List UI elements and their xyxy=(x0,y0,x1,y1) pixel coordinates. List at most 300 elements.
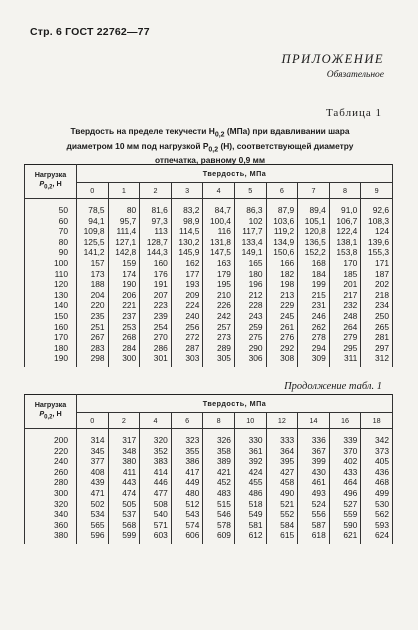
hardness-cell: 166 xyxy=(266,258,298,269)
hardness-cell: 568 xyxy=(108,520,140,531)
hardness-cell: 105,1 xyxy=(298,216,330,227)
table-row xyxy=(25,509,393,520)
hardness-cell: 355 xyxy=(171,446,203,457)
hardness-cell: 254 xyxy=(140,322,172,333)
hardness-cell: 81,6 xyxy=(140,199,172,216)
hardness-cell: 237 xyxy=(108,311,140,322)
hardness-cell: 145,9 xyxy=(171,247,203,258)
hardness-cell: 345 xyxy=(77,446,109,457)
hardness-cell: 414 xyxy=(140,467,172,478)
hardness-cell: 278 xyxy=(298,332,330,343)
hardness-cell: 486 xyxy=(234,488,266,499)
hardness-cell: 124 xyxy=(361,226,393,237)
hardness-cell: 402 xyxy=(329,456,361,467)
hardness-cell: 111,4 xyxy=(108,226,140,237)
hardness-cell: 84,7 xyxy=(203,199,235,216)
hardness-cell: 128,7 xyxy=(140,237,172,248)
hardness-cell: 273 xyxy=(203,332,235,343)
hardness-cell: 287 xyxy=(171,343,203,354)
hardness-cell: 297 xyxy=(361,343,393,354)
hardness-cell: 265 xyxy=(361,322,393,333)
hardness-cell: 556 xyxy=(298,509,330,520)
hardness-cell: 184 xyxy=(298,269,330,280)
hardness-cell: 134,9 xyxy=(266,237,298,248)
hardness-cell: 165 xyxy=(234,258,266,269)
hardness-cell: 217 xyxy=(329,290,361,301)
hardness-cell: 464 xyxy=(329,477,361,488)
hardness-cell: 477 xyxy=(140,488,172,499)
hardness-cell: 593 xyxy=(361,520,393,531)
hardness-cell: 149,1 xyxy=(234,247,266,258)
hardness-table-continued xyxy=(24,394,393,544)
hardness-cell: 370 xyxy=(329,446,361,457)
column-header: 6 xyxy=(171,413,203,429)
table-row xyxy=(25,477,393,488)
hardness-cell: 83,2 xyxy=(171,199,203,216)
hardness-cell: 92,6 xyxy=(361,199,393,216)
table-row xyxy=(25,446,393,457)
column-header: 0 xyxy=(77,413,109,429)
hardness-cell: 240 xyxy=(171,311,203,322)
hardness-cell: 518 xyxy=(234,499,266,510)
hardness-cell: 534 xyxy=(77,509,109,520)
column-header: 7 xyxy=(298,183,330,199)
hardness-cell: 298 xyxy=(77,353,109,367)
load-cell: 260 xyxy=(25,467,77,478)
hardness-cell: 312 xyxy=(361,353,393,367)
load-cell: 300 xyxy=(25,488,77,499)
column-header: 6 xyxy=(266,183,298,199)
hardness-cell: 170 xyxy=(329,258,361,269)
table-row xyxy=(25,488,393,499)
hardness-cell: 198 xyxy=(266,279,298,290)
hardness-cell: 89,4 xyxy=(298,199,330,216)
hardness-cell: 207 xyxy=(140,290,172,301)
hardness-cell: 226 xyxy=(203,300,235,311)
hardness-cell: 411 xyxy=(108,467,140,478)
hardness-cell: 199 xyxy=(298,279,330,290)
hardness-cell: 399 xyxy=(298,456,330,467)
hardness-cell: 188 xyxy=(77,279,109,290)
hardness-cell: 303 xyxy=(171,353,203,367)
hardness-cell: 326 xyxy=(203,429,235,446)
table-row xyxy=(25,216,393,227)
hardness-cell: 455 xyxy=(234,477,266,488)
hardness-cell: 587 xyxy=(298,520,330,531)
hardness-cell: 615 xyxy=(266,530,298,544)
load-cell: 140 xyxy=(25,300,77,311)
appendix-title: ПРИЛОЖЕНИЕ xyxy=(281,52,384,66)
hardness-cell: 540 xyxy=(140,509,172,520)
column-header: 9 xyxy=(361,183,393,199)
column-header: 0 xyxy=(77,183,109,199)
column-header: 18 xyxy=(361,413,393,429)
column-header: 3 xyxy=(171,183,203,199)
load-cell: 80 xyxy=(25,237,77,248)
hardness-cell: 508 xyxy=(140,499,172,510)
hardness-cell: 364 xyxy=(266,446,298,457)
hardness-cell: 268 xyxy=(108,332,140,343)
hardness-cell: 474 xyxy=(108,488,140,499)
hardness-cell: 305 xyxy=(203,353,235,367)
hardness-cell: 190 xyxy=(108,279,140,290)
hardness-cell: 342 xyxy=(361,429,393,446)
hardness-cell: 193 xyxy=(171,279,203,290)
hardness-cell: 527 xyxy=(329,499,361,510)
hardness-cell: 599 xyxy=(108,530,140,544)
hardness-cell: 323 xyxy=(171,429,203,446)
hardness-cell: 206 xyxy=(108,290,140,301)
column-header: 10 xyxy=(234,413,266,429)
hardness-cell: 571 xyxy=(140,520,172,531)
hardness-cell: 201 xyxy=(329,279,361,290)
hardness-cell: 386 xyxy=(171,456,203,467)
hardness-cell: 512 xyxy=(171,499,203,510)
hardness-cell: 449 xyxy=(171,477,203,488)
hardness-cell: 185 xyxy=(329,269,361,280)
load-cell: 150 xyxy=(25,311,77,322)
table-row xyxy=(25,530,393,544)
hardness-cell: 264 xyxy=(329,322,361,333)
hardness-cell: 229 xyxy=(266,300,298,311)
hardness-cell: 276 xyxy=(266,332,298,343)
hardness-cell: 272 xyxy=(171,332,203,343)
hardness-cell: 546 xyxy=(203,509,235,520)
hardness-cell: 224 xyxy=(171,300,203,311)
table-row xyxy=(25,520,393,531)
column-header: 2 xyxy=(108,413,140,429)
load-cell: 120 xyxy=(25,279,77,290)
hardness-cell: 609 xyxy=(203,530,235,544)
hardness-cell: 91,0 xyxy=(329,199,361,216)
column-header: 8 xyxy=(203,413,235,429)
column-header: 14 xyxy=(298,413,330,429)
hardness-cell: 499 xyxy=(361,488,393,499)
hardness-cell: 458 xyxy=(266,477,298,488)
hardness-cell: 552 xyxy=(266,509,298,520)
hardness-table xyxy=(24,164,393,367)
table-row xyxy=(25,199,393,216)
hardness-cell: 292 xyxy=(266,343,298,354)
hardness-cell: 98,9 xyxy=(171,216,203,227)
hardness-cell: 130,2 xyxy=(171,237,203,248)
column-header: 8 xyxy=(329,183,361,199)
table-row xyxy=(25,353,393,367)
hardness-cell: 300 xyxy=(108,353,140,367)
table-row xyxy=(25,499,393,510)
table-row xyxy=(25,311,393,322)
load-cell: 200 xyxy=(25,429,77,446)
hardness-cell: 245 xyxy=(266,311,298,322)
hardness-cell: 618 xyxy=(298,530,330,544)
hardness-cell: 231 xyxy=(298,300,330,311)
hardness-cell: 182 xyxy=(266,269,298,280)
load-cell: 100 xyxy=(25,258,77,269)
table-row xyxy=(25,269,393,280)
hardness-cell: 502 xyxy=(77,499,109,510)
hardness-cell: 221 xyxy=(108,300,140,311)
hardness-cell: 153,8 xyxy=(329,247,361,258)
hardness-cell: 578 xyxy=(203,520,235,531)
hardness-cell: 262 xyxy=(298,322,330,333)
hardness-cell: 480 xyxy=(171,488,203,499)
hardness-cell: 209 xyxy=(171,290,203,301)
hardness-cell: 496 xyxy=(329,488,361,499)
hardness-cell: 119,2 xyxy=(266,226,298,237)
hardness-cell: 309 xyxy=(298,353,330,367)
load-cell: 240 xyxy=(25,456,77,467)
hardness-cell: 78,5 xyxy=(77,199,109,216)
load-cell: 180 xyxy=(25,343,77,354)
hardness-cell: 256 xyxy=(171,322,203,333)
hardness-cell: 421 xyxy=(203,467,235,478)
page-header: Стр. 6 ГОСТ 22762—77 xyxy=(30,26,150,38)
hardness-cell: 436 xyxy=(361,467,393,478)
table-row xyxy=(25,226,393,237)
column-header: 16 xyxy=(329,413,361,429)
hardness-cell: 228 xyxy=(234,300,266,311)
hardness-cell: 160 xyxy=(140,258,172,269)
hardness-cell: 352 xyxy=(140,446,172,457)
hardness-cell: 102 xyxy=(234,216,266,227)
load-cell: 340 xyxy=(25,509,77,520)
load-cell: 60 xyxy=(25,216,77,227)
hardness-cell: 103,6 xyxy=(266,216,298,227)
hardness-cell: 339 xyxy=(329,429,361,446)
hardness-cell: 177 xyxy=(171,269,203,280)
hardness-cell: 301 xyxy=(140,353,172,367)
table-row xyxy=(25,279,393,290)
load-cell: 190 xyxy=(25,353,77,367)
table-label: Таблица 1 xyxy=(325,107,382,119)
hardness-cell: 259 xyxy=(234,322,266,333)
hardness-cell: 141,2 xyxy=(77,247,109,258)
hardness-cell: 559 xyxy=(329,509,361,520)
hardness-cell: 174 xyxy=(108,269,140,280)
continuation-label: Продолжение табл. 1 xyxy=(284,381,382,392)
hardness-cell: 246 xyxy=(298,311,330,322)
hardness-cell: 417 xyxy=(171,467,203,478)
hardness-cell: 100,4 xyxy=(203,216,235,227)
hardness-cell: 606 xyxy=(171,530,203,544)
hardness-cell: 377 xyxy=(77,456,109,467)
hardness-cell: 562 xyxy=(361,509,393,520)
hardness-cell: 317 xyxy=(108,429,140,446)
load-cell: 50 xyxy=(25,199,77,216)
hardness-cell: 270 xyxy=(140,332,172,343)
hardness-cell: 157 xyxy=(77,258,109,269)
hardness-cell: 150,6 xyxy=(266,247,298,258)
hardness-cell: 289 xyxy=(203,343,235,354)
hardness-cell: 311 xyxy=(329,353,361,367)
hardness-cell: 131,8 xyxy=(203,237,235,248)
hardness-cell: 191 xyxy=(140,279,172,290)
table-row xyxy=(25,322,393,333)
hardness-cell: 220 xyxy=(77,300,109,311)
hardness-cell: 373 xyxy=(361,446,393,457)
table-row xyxy=(25,247,393,258)
hardness-cell: 505 xyxy=(108,499,140,510)
hardness-cell: 223 xyxy=(140,300,172,311)
hardness-cell: 281 xyxy=(361,332,393,343)
hardness-cell: 621 xyxy=(329,530,361,544)
hardness-cell: 257 xyxy=(203,322,235,333)
hardness-cell: 405 xyxy=(361,456,393,467)
load-cell: 70 xyxy=(25,226,77,237)
hardness-cell: 471 xyxy=(77,488,109,499)
hardness-cell: 215 xyxy=(298,290,330,301)
hardness-cell: 443 xyxy=(108,477,140,488)
hardness-cell: 176 xyxy=(140,269,172,280)
hardness-cell: 106,7 xyxy=(329,216,361,227)
column-header: 2 xyxy=(140,183,172,199)
hardness-cell: 196 xyxy=(234,279,266,290)
table-row xyxy=(25,258,393,269)
hardness-cell: 348 xyxy=(108,446,140,457)
hardness-cell: 195 xyxy=(203,279,235,290)
hardness-cell: 253 xyxy=(108,322,140,333)
hardness-header: Твердость, МПа xyxy=(77,165,393,183)
hardness-cell: 308 xyxy=(266,353,298,367)
load-cell: 130 xyxy=(25,290,77,301)
hardness-cell: 147,5 xyxy=(203,247,235,258)
hardness-cell: 537 xyxy=(108,509,140,520)
hardness-cell: 202 xyxy=(361,279,393,290)
hardness-cell: 493 xyxy=(298,488,330,499)
hardness-cell: 97,3 xyxy=(140,216,172,227)
hardness-cell: 530 xyxy=(361,499,393,510)
hardness-cell: 389 xyxy=(203,456,235,467)
hardness-cell: 424 xyxy=(234,467,266,478)
hardness-cell: 113 xyxy=(140,226,172,237)
hardness-cell: 392 xyxy=(234,456,266,467)
hardness-cell: 94,1 xyxy=(77,216,109,227)
hardness-cell: 242 xyxy=(203,311,235,322)
hardness-cell: 430 xyxy=(298,467,330,478)
hardness-cell: 95,7 xyxy=(108,216,140,227)
hardness-cell: 367 xyxy=(298,446,330,457)
hardness-cell: 117,7 xyxy=(234,226,266,237)
hardness-cell: 590 xyxy=(329,520,361,531)
hardness-cell: 290 xyxy=(234,343,266,354)
hardness-cell: 439 xyxy=(77,477,109,488)
hardness-cell: 168 xyxy=(298,258,330,269)
column-header: 5 xyxy=(234,183,266,199)
hardness-cell: 218 xyxy=(361,290,393,301)
hardness-cell: 243 xyxy=(234,311,266,322)
hardness-cell: 122,4 xyxy=(329,226,361,237)
hardness-cell: 171 xyxy=(361,258,393,269)
load-cell: 380 xyxy=(25,530,77,544)
hardness-cell: 152,2 xyxy=(298,247,330,258)
table-row xyxy=(25,300,393,311)
load-cell: 170 xyxy=(25,332,77,343)
hardness-cell: 286 xyxy=(140,343,172,354)
hardness-cell: 125,5 xyxy=(77,237,109,248)
column-header: 4 xyxy=(203,183,235,199)
hardness-cell: 543 xyxy=(171,509,203,520)
load-column-header: Нагрузка $P_{0,2}$, Н xyxy=(25,165,77,199)
hardness-cell: 336 xyxy=(298,429,330,446)
load-cell: 360 xyxy=(25,520,77,531)
table-row xyxy=(25,429,393,446)
hardness-cell: 180 xyxy=(234,269,266,280)
hardness-cell: 173 xyxy=(77,269,109,280)
load-cell: 220 xyxy=(25,446,77,457)
hardness-cell: 127,1 xyxy=(108,237,140,248)
hardness-cell: 306 xyxy=(234,353,266,367)
hardness-cell: 159 xyxy=(108,258,140,269)
hardness-cell: 212 xyxy=(234,290,266,301)
hardness-cell: 446 xyxy=(140,477,172,488)
hardness-cell: 87,9 xyxy=(266,199,298,216)
hardness-cell: 483 xyxy=(203,488,235,499)
hardness-cell: 142,8 xyxy=(108,247,140,258)
hardness-cell: 267 xyxy=(77,332,109,343)
hardness-cell: 275 xyxy=(234,332,266,343)
hardness-cell: 210 xyxy=(203,290,235,301)
hardness-cell: 284 xyxy=(108,343,140,354)
hardness-cell: 361 xyxy=(234,446,266,457)
hardness-cell: 565 xyxy=(77,520,109,531)
hardness-cell: 581 xyxy=(234,520,266,531)
load-cell: 160 xyxy=(25,322,77,333)
hardness-cell: 521 xyxy=(266,499,298,510)
load-cell: 110 xyxy=(25,269,77,280)
hardness-cell: 624 xyxy=(361,530,393,544)
hardness-cell: 427 xyxy=(266,467,298,478)
hardness-cell: 250 xyxy=(361,311,393,322)
hardness-cell: 261 xyxy=(266,322,298,333)
hardness-cell: 204 xyxy=(77,290,109,301)
column-header: 4 xyxy=(140,413,172,429)
hardness-cell: 120,8 xyxy=(298,226,330,237)
hardness-cell: 283 xyxy=(77,343,109,354)
table-row xyxy=(25,467,393,478)
table-row xyxy=(25,332,393,343)
hardness-cell: 584 xyxy=(266,520,298,531)
hardness-cell: 395 xyxy=(266,456,298,467)
hardness-cell: 179 xyxy=(203,269,235,280)
hardness-cell: 232 xyxy=(329,300,361,311)
hardness-cell: 596 xyxy=(77,530,109,544)
hardness-cell: 133,4 xyxy=(234,237,266,248)
hardness-cell: 383 xyxy=(140,456,172,467)
hardness-cell: 461 xyxy=(298,477,330,488)
table-caption: Твердость на пределе текучести $H_{0,2}$ (МПа) при вдавливании шара диаметром 10 мм под нагрузкой $P_{0,2}$ (Н), соответствующей диаметру отпечатка, равному 0,9 мм xyxy=(66,126,354,166)
hardness-cell: 524 xyxy=(298,499,330,510)
hardness-cell: 116 xyxy=(203,226,235,237)
table-row xyxy=(25,237,393,248)
hardness-cell: 279 xyxy=(329,332,361,343)
hardness-cell: 138,1 xyxy=(329,237,361,248)
hardness-cell: 612 xyxy=(234,530,266,544)
hardness-cell: 187 xyxy=(361,269,393,280)
hardness-cell: 314 xyxy=(77,429,109,446)
hardness-cell: 515 xyxy=(203,499,235,510)
table-row xyxy=(25,343,393,354)
hardness-cell: 468 xyxy=(361,477,393,488)
column-header: 1 xyxy=(108,183,140,199)
hardness-cell: 136,5 xyxy=(298,237,330,248)
load-cell: 90 xyxy=(25,247,77,258)
hardness-cell: 295 xyxy=(329,343,361,354)
hardness-cell: 574 xyxy=(171,520,203,531)
hardness-cell: 213 xyxy=(266,290,298,301)
hardness-cell: 234 xyxy=(361,300,393,311)
hardness-cell: 80 xyxy=(108,199,140,216)
load-cell: 280 xyxy=(25,477,77,488)
